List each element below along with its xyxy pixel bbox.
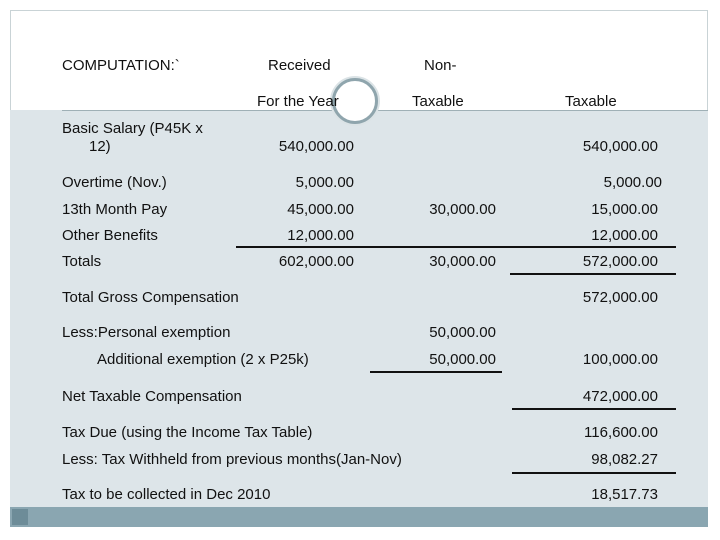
basic-salary-taxable: 540,000.00 (582, 138, 658, 155)
basic-salary-received: 540,000.00 (278, 138, 354, 155)
computation-title: COMPUTATION:` (62, 57, 180, 74)
thirteenth-month-taxable: 15,000.00 (591, 201, 658, 218)
totals-underline (510, 273, 676, 275)
tax-to-collect-label: Tax to be collected in Dec 2010 (62, 486, 271, 503)
total-exemptions-value: 100,000.00 (582, 351, 658, 368)
basic-salary-label-1: Basic Salary (P45K x (62, 120, 203, 137)
net-taxable-underline (512, 408, 676, 410)
nontaxable-header: Taxable (412, 93, 464, 110)
decorative-circle (332, 78, 378, 124)
overtime-label: Overtime (Nov.) (62, 174, 167, 191)
non-header: Non- (424, 57, 457, 74)
subtotal-underline (236, 246, 676, 248)
net-taxable-value: 472,000.00 (582, 388, 658, 405)
content-background (10, 110, 708, 507)
received-header: Received (268, 57, 331, 74)
basic-salary-label-2: 12) (89, 138, 111, 155)
gross-compensation-label: Total Gross Compensation (62, 289, 239, 306)
totals-received: 602,000.00 (278, 253, 354, 270)
personal-exemption-value: 50,000.00 (429, 324, 496, 341)
totals-nontaxable: 30,000.00 (429, 253, 496, 270)
thirteenth-month-received: 45,000.00 (287, 201, 354, 218)
footer-square (12, 509, 28, 525)
other-benefits-taxable: 12,000.00 (591, 227, 658, 244)
other-benefits-received: 12,000.00 (287, 227, 354, 244)
net-taxable-label: Net Taxable Compensation (62, 388, 242, 405)
footer-bar (10, 507, 708, 527)
gross-compensation-value: 572,000.00 (582, 289, 658, 306)
thirteenth-month-nontaxable: 30,000.00 (429, 201, 496, 218)
totals-label: Totals (62, 253, 102, 270)
additional-exemption-value: 50,000.00 (429, 351, 496, 368)
exemption-underline (370, 371, 502, 373)
taxable-header: Taxable (565, 93, 617, 110)
tax-withheld-value: 98,082.27 (591, 451, 658, 468)
tax-to-collect-value: 18,517.73 (591, 486, 658, 503)
tax-due-label: Tax Due (using the Income Tax Table) (62, 424, 313, 441)
thirteenth-month-label: 13th Month Pay (62, 201, 168, 218)
overtime-taxable: 5,000.00 (603, 174, 662, 191)
withheld-underline (512, 472, 676, 474)
other-benefits-label: Other Benefits (62, 227, 158, 244)
for-the-year-header: For the Year (257, 93, 339, 110)
tax-due-value: 116,600.00 (584, 424, 658, 441)
personal-exemption-label: Less:Personal exemption (62, 324, 231, 341)
additional-exemption-label: Additional exemption (2 x P25k) (97, 351, 309, 368)
totals-taxable: 572,000.00 (582, 253, 658, 270)
overtime-received: 5,000.00 (295, 174, 354, 191)
tax-withheld-label: Less: Tax Withheld from previous months(Jan-Nov) (62, 451, 402, 468)
